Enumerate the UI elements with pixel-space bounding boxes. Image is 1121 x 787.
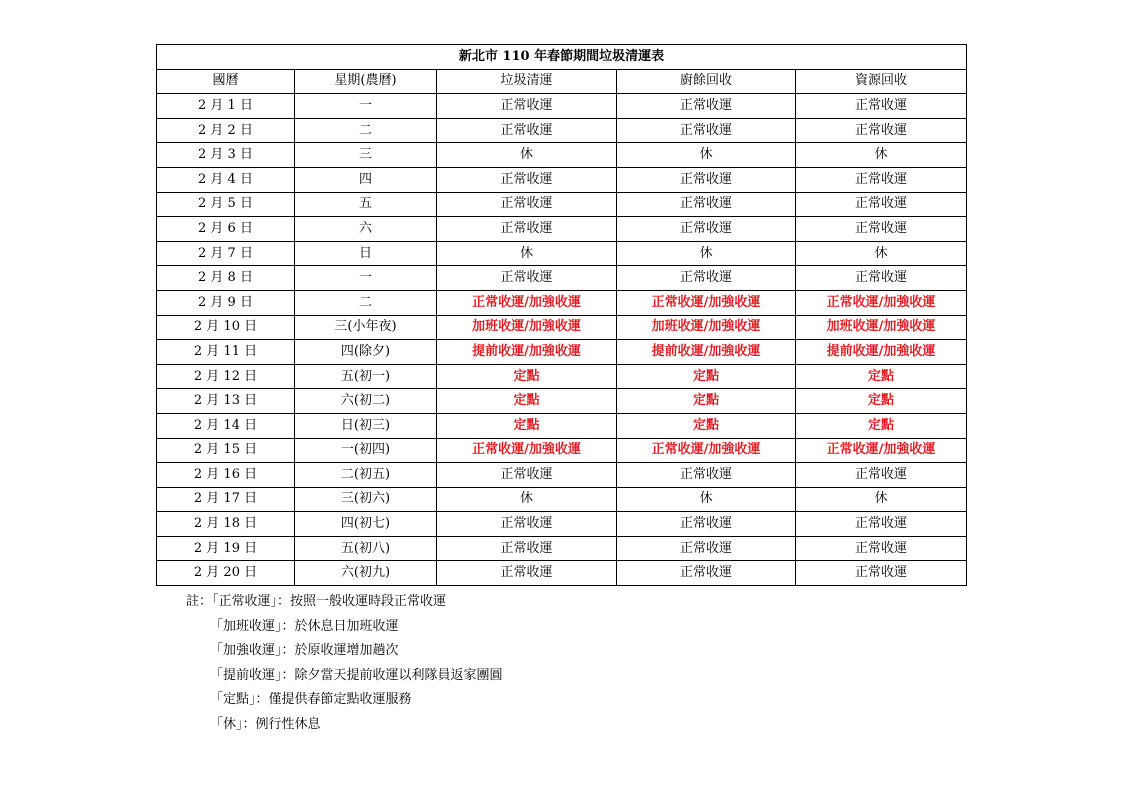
note-line: 「定點」：僅提供春節定點收運服務 xyxy=(210,692,412,708)
food-waste-cell: 正常收運 xyxy=(617,561,796,586)
trash-cell: 正常收運 xyxy=(437,266,617,291)
table-row xyxy=(157,290,967,315)
trash-cell: 正常收運 xyxy=(437,118,617,143)
trash-cell: 正常收運 xyxy=(437,94,617,119)
trash-cell: 定點 xyxy=(437,364,617,389)
trash-cell: 休 xyxy=(437,241,617,266)
date-cell: 2 月 8 日 xyxy=(157,266,295,291)
recycling-cell: 正常收運 xyxy=(796,94,967,119)
table-row xyxy=(157,315,967,340)
trash-cell: 正常收運 xyxy=(437,561,617,586)
weekday-cell: 六 xyxy=(295,217,437,242)
food-waste-cell: 正常收運 xyxy=(617,167,796,192)
recycling-cell: 正常收運 xyxy=(796,118,967,143)
food-waste-cell: 正常收運 xyxy=(617,118,796,143)
table-row xyxy=(157,192,967,217)
recycling-cell: 正常收運 xyxy=(796,192,967,217)
weekday-cell: 日(初三) xyxy=(295,413,437,438)
trash-cell: 定點 xyxy=(437,413,617,438)
food-waste-cell: 加班收運/加強收運 xyxy=(617,315,796,340)
date-cell: 2 月 2 日 xyxy=(157,118,295,143)
recycling-cell: 加班收運/加強收運 xyxy=(796,315,967,340)
weekday-cell: 四(初七) xyxy=(295,512,437,537)
recycling-cell: 正常收運/加強收運 xyxy=(796,438,967,463)
trash-cell: 正常收運 xyxy=(437,217,617,242)
food-waste-cell: 休 xyxy=(617,143,796,168)
food-waste-cell: 提前收運/加強收運 xyxy=(617,340,796,365)
table-row xyxy=(157,512,967,537)
notes-section xyxy=(186,590,503,738)
weekday-cell: 五(初一) xyxy=(295,364,437,389)
note-line: 「休」：例行性休息 xyxy=(210,716,321,732)
date-cell: 2 月 16 日 xyxy=(157,463,295,488)
recycling-cell: 休 xyxy=(796,241,967,266)
weekday-cell: 五(初八) xyxy=(295,536,437,561)
table-row xyxy=(157,94,967,119)
recycling-cell: 正常收運 xyxy=(796,463,967,488)
trash-cell: 正常收運 xyxy=(437,167,617,192)
food-waste-cell: 正常收運 xyxy=(617,536,796,561)
trash-cell: 正常收運 xyxy=(437,463,617,488)
food-waste-cell: 正常收運 xyxy=(617,266,796,291)
date-cell: 2 月 15 日 xyxy=(157,438,295,463)
table-row xyxy=(157,487,967,512)
table-row xyxy=(157,561,967,586)
weekday-cell: 一 xyxy=(295,266,437,291)
weekday-cell: 三 xyxy=(295,143,437,168)
weekday-cell: 二 xyxy=(295,118,437,143)
table-row xyxy=(157,413,967,438)
date-cell: 2 月 3 日 xyxy=(157,143,295,168)
table-row xyxy=(157,118,967,143)
date-cell: 2 月 7 日 xyxy=(157,241,295,266)
header-weekday: 星期(農曆) xyxy=(295,69,437,94)
trash-cell: 休 xyxy=(437,143,617,168)
table-row xyxy=(157,364,967,389)
table-row xyxy=(157,217,967,242)
header-row xyxy=(157,69,967,94)
date-cell: 2 月 13 日 xyxy=(157,389,295,414)
recycling-cell: 正常收運 xyxy=(796,512,967,537)
weekday-cell: 一 xyxy=(295,94,437,119)
table-row xyxy=(157,389,967,414)
recycling-cell: 提前收運/加強收運 xyxy=(796,340,967,365)
trash-cell: 正常收運 xyxy=(437,512,617,537)
table-row xyxy=(157,266,967,291)
date-cell: 2 月 4 日 xyxy=(157,167,295,192)
weekday-cell: 五 xyxy=(295,192,437,217)
recycling-cell: 休 xyxy=(796,143,967,168)
note-line: 註：「正常收運」：按照一般收運時段正常收運 xyxy=(186,594,447,609)
food-waste-cell: 定點 xyxy=(617,364,796,389)
date-cell: 2 月 19 日 xyxy=(157,536,295,561)
weekday-cell: 四 xyxy=(295,167,437,192)
table-row xyxy=(157,340,967,365)
recycling-cell: 定點 xyxy=(796,389,967,414)
trash-cell: 定點 xyxy=(437,389,617,414)
trash-cell: 正常收運/加強收運 xyxy=(437,438,617,463)
date-cell: 2 月 9 日 xyxy=(157,290,295,315)
date-cell: 2 月 12 日 xyxy=(157,364,295,389)
recycling-cell: 正常收運/加強收運 xyxy=(796,290,967,315)
date-cell: 2 月 1 日 xyxy=(157,94,295,119)
food-waste-cell: 定點 xyxy=(617,389,796,414)
weekday-cell: 三(初六) xyxy=(295,487,437,512)
table-row xyxy=(157,438,967,463)
note-line: 「提前收運」：除夕當天提前收運以利隊員返家團圓 xyxy=(210,667,503,683)
food-waste-cell: 定點 xyxy=(617,413,796,438)
weekday-cell: 一(初四) xyxy=(295,438,437,463)
weekday-cell: 日 xyxy=(295,241,437,266)
note-line: 「加班收運」：於休息日加班收運 xyxy=(210,618,399,634)
weekday-cell: 三(小年夜) xyxy=(295,315,437,340)
date-cell: 2 月 11 日 xyxy=(157,340,295,365)
weekday-cell: 二(初五) xyxy=(295,463,437,488)
date-cell: 2 月 5 日 xyxy=(157,192,295,217)
trash-cell: 加班收運/加強收運 xyxy=(437,315,617,340)
weekday-cell: 四(除夕) xyxy=(295,340,437,365)
date-cell: 2 月 14 日 xyxy=(157,413,295,438)
date-cell: 2 月 10 日 xyxy=(157,315,295,340)
date-cell: 2 月 20 日 xyxy=(157,561,295,586)
food-waste-cell: 休 xyxy=(617,241,796,266)
food-waste-cell: 正常收運 xyxy=(617,463,796,488)
table-row xyxy=(157,167,967,192)
food-waste-cell: 正常收運 xyxy=(617,217,796,242)
trash-cell: 提前收運/加強收運 xyxy=(437,340,617,365)
header-recycling: 資源回收 xyxy=(796,69,967,94)
recycling-cell: 定點 xyxy=(796,413,967,438)
food-waste-cell: 正常收運 xyxy=(617,512,796,537)
recycling-cell: 正常收運 xyxy=(796,561,967,586)
food-waste-cell: 正常收運/加強收運 xyxy=(617,438,796,463)
date-cell: 2 月 17 日 xyxy=(157,487,295,512)
table-body xyxy=(157,94,967,586)
trash-cell: 正常收運 xyxy=(437,192,617,217)
recycling-cell: 休 xyxy=(796,487,967,512)
weekday-cell: 六(初二) xyxy=(295,389,437,414)
trash-cell: 正常收運/加強收運 xyxy=(437,290,617,315)
header-food-waste: 廚餘回收 xyxy=(617,69,796,94)
food-waste-cell: 正常收運/加強收運 xyxy=(617,290,796,315)
table-row xyxy=(157,241,967,266)
schedule-table xyxy=(156,44,967,586)
table-row xyxy=(157,463,967,488)
table-row xyxy=(157,143,967,168)
weekday-cell: 六(初九) xyxy=(295,561,437,586)
recycling-cell: 正常收運 xyxy=(796,536,967,561)
note-line: 「加強收運」：於原收運增加趟次 xyxy=(210,643,399,659)
recycling-cell: 正常收運 xyxy=(796,266,967,291)
header-trash: 垃圾清運 xyxy=(437,69,617,94)
trash-cell: 休 xyxy=(437,487,617,512)
food-waste-cell: 正常收運 xyxy=(617,94,796,119)
date-cell: 2 月 18 日 xyxy=(157,512,295,537)
recycling-cell: 正常收運 xyxy=(796,217,967,242)
table-title: 新北市 110 年春節期間垃圾清運表 xyxy=(157,45,967,70)
recycling-cell: 定點 xyxy=(796,364,967,389)
title-row xyxy=(157,45,967,70)
weekday-cell: 二 xyxy=(295,290,437,315)
food-waste-cell: 休 xyxy=(617,487,796,512)
recycling-cell: 正常收運 xyxy=(796,167,967,192)
header-date: 國曆 xyxy=(157,69,295,94)
table-row xyxy=(157,536,967,561)
food-waste-cell: 正常收運 xyxy=(617,192,796,217)
trash-cell: 正常收運 xyxy=(437,536,617,561)
date-cell: 2 月 6 日 xyxy=(157,217,295,242)
